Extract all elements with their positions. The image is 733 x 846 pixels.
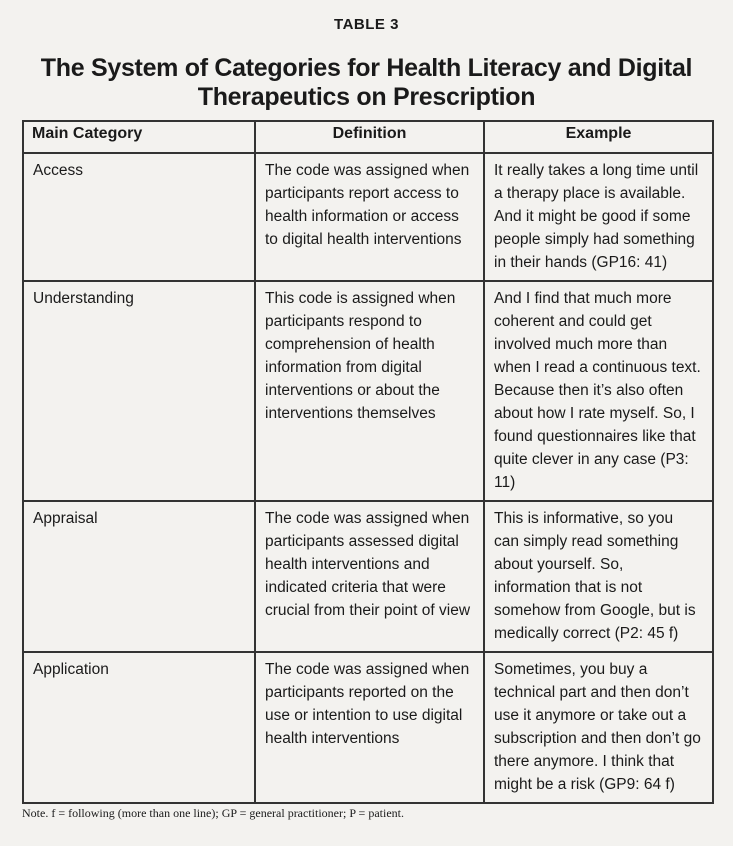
- table-number-label: TABLE 3: [334, 16, 399, 33]
- cell-example: And I find that much more coherent and could get involved much more than when I read a continuous text. Because then it’s also often about how I rate myself. So, I found questionnaires like that quite clever in any case (P3: 11): [484, 281, 713, 501]
- cell-definition: The code was assigned when participants reported on the use or intention to use digital health interventions: [255, 652, 484, 803]
- table-row: [23, 501, 713, 652]
- header-main-category: Main Category: [23, 121, 255, 153]
- cell-example: Sometimes, you buy a technical part and then don’t use it anymore or take out a subscription and then don’t go there anymore. I think that might be a risk (GP9: 64 f): [484, 652, 713, 803]
- table-row: [23, 652, 713, 803]
- cell-example: This is informative, so you can simply read something about yourself. So, information that is not somehow from Google, but is medically correct (P2: 45 f): [484, 501, 713, 652]
- header-example: Example: [484, 121, 713, 153]
- cell-category: Understanding: [23, 281, 255, 501]
- table-footnote: Note. f = following (more than one line); GP = general practitioner; P = patient.: [22, 806, 404, 820]
- cell-definition: This code is assigned when participants respond to comprehension of health information from digital interventions or about the interventions themselves: [255, 281, 484, 501]
- cell-example: It really takes a long time until a therapy place is available. And it might be good if some people simply had something in their hands (GP16: 41): [484, 153, 713, 281]
- cell-definition: The code was assigned when participants report access to health information or access to digital health interventions: [255, 153, 484, 281]
- table-row: [23, 153, 713, 281]
- table-header-row: [23, 121, 713, 153]
- table-row: [23, 281, 713, 501]
- categories-table: [22, 120, 714, 804]
- header-definition: Definition: [255, 121, 484, 153]
- cell-category: Appraisal: [23, 501, 255, 652]
- cell-category: Application: [23, 652, 255, 803]
- cell-category: Access: [23, 153, 255, 281]
- table-title: [0, 54, 733, 112]
- table-title-line-1: The System of Categories for Health Literacy and Digital: [40, 54, 693, 82]
- cell-definition: The code was assigned when participants assessed digital health interventions and indicated criteria that were crucial from their point of view: [255, 501, 484, 652]
- table-title-line-2: Therapeutics on Prescription: [197, 83, 536, 111]
